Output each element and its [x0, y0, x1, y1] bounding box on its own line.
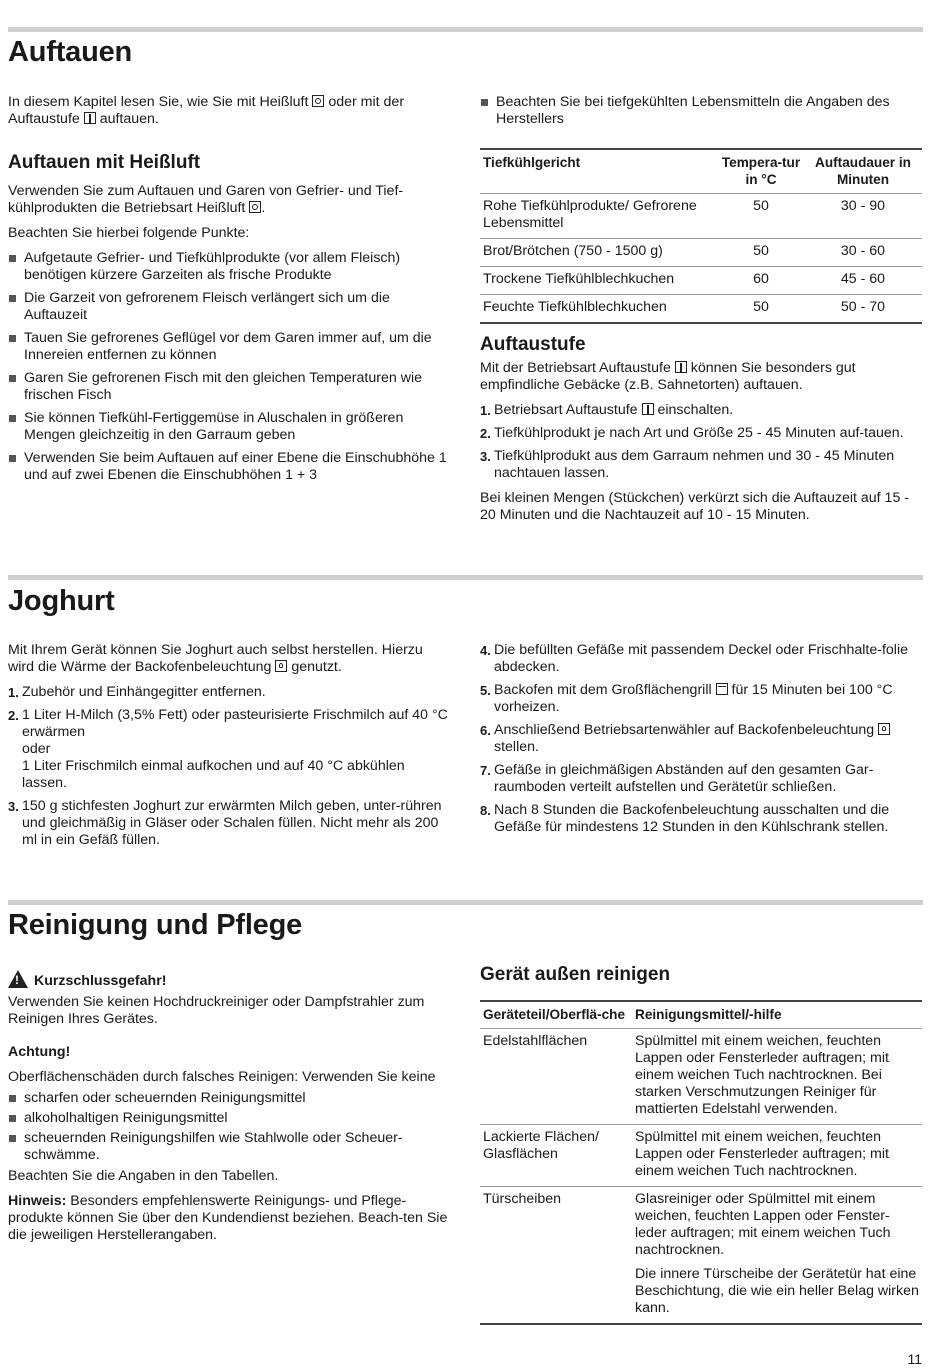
joghurt-intro: Mit Ihrem Gerät können Sie Joghurt auch selbst herstellen. Hierzu wird die Wärme der Backofenbeleuchtung genutzt. [8, 642, 423, 675]
auftaustufe-steps [480, 402, 922, 482]
list-item: 2. Tiefkühlprodukt je nach Art und Größe 25 - 45 Minuten auf-tauen. [480, 425, 904, 441]
points-intro: Beachten Sie hierbei folgende Punkte: [8, 225, 250, 241]
auftauen-intro: In diesem Kapitel lesen Sie, wie Sie mit Heißluft oder mit der Auftaustufe auftauen. [8, 94, 405, 127]
list-item: Die Garzeit von gefrorenem Fleisch verlängert sich um die Auftauzeit [8, 290, 450, 324]
list-item: 1. Zubehör und Einhängegitter entfernen. [8, 684, 266, 700]
auftauen-right-column [480, 94, 922, 532]
list-item: Sie können Tiefkühl-Fertiggemüse in Aluschalen in größeren Mengen gleichzeitig in den Garraum geben [8, 410, 450, 444]
joghurt-left-column [8, 642, 450, 857]
section-title-auftauen: Auftauen [8, 36, 133, 68]
hot-air-icon [312, 95, 324, 107]
joghurt-steps-right [480, 642, 922, 836]
heissluft-points-list [8, 250, 450, 484]
reinigung-left-column [8, 970, 450, 1252]
hinweis: Hinweis: Besonders empfehlenswerte Reinigungs- und Pflege-produkte können Sie über den Kundendienst beziehen. Beach-ten Sie die jeweiligen Herstellerangaben. [8, 1193, 448, 1243]
small-amounts-note: Bei kleinen Mengen (Stückchen) verkürzt sich die Auftauzeit auf 15 - 20 Minuten und die Nachtauzeit auf 10 - 15 Minuten. [480, 490, 910, 523]
defrost-icon [642, 403, 654, 415]
section-rule-joghurt [8, 575, 923, 580]
table-header: Geräteteil/Oberflä-che [483, 1007, 626, 1022]
list-item: Garen Sie gefrorenen Fisch mit den gleichen Temperaturen wie frischen Fisch [8, 370, 450, 404]
achtung-list [8, 1090, 450, 1164]
list-item: 3. Tiefkühlprodukt aus dem Garraum nehmen und 30 - 45 Minuten nachtauen lassen. [480, 448, 895, 481]
list-item: Aufgetaute Gefrier- und Tiefkühlprodukte (vor allem Fleisch) benötigen kürzere Garzeiten als frische Produkte [8, 250, 450, 284]
heading-geraet-aussen: Gerät außen reinigen [480, 964, 671, 985]
oven-light-icon [275, 660, 287, 672]
table-header: Tiefkühlgericht [483, 155, 581, 170]
list-item: 1. Betriebsart Auftaustufe einschalten. [480, 402, 734, 418]
list-item: 8. Nach 8 Stunden die Backofenbeleuchtung ausschalten und die Gefäße für mindestens 12 Stunden in den Kühlschrank stellen. [480, 802, 890, 835]
heading-auftauen-heissluft: Auftauen mit Heißluft [8, 152, 201, 173]
table-header-row [480, 149, 922, 194]
section-rule-reinigung [8, 900, 923, 905]
tiefkuehl-table [480, 148, 922, 324]
list-item: Beachten Sie bei tiefgekühlten Lebensmitteln die Angaben des Herstellers [480, 94, 922, 128]
section-rule-auftauen [8, 27, 923, 32]
warning-heading: !Kurzschlussgefahr! [8, 970, 450, 990]
list-item: Verwenden Sie beim Auftauen auf einer Ebene die Einschubhöhe 1 und auf zwei Ebenen die Einschubhöhen 1 + 3 [8, 450, 450, 484]
list-item: 7. Gefäße in gleichmäßigen Abständen auf den gesamten Gar-raumboden verteilt aufstellen und Gerätetür schließen. [480, 762, 874, 795]
table-header: Tempera-tur in °C [721, 155, 801, 187]
tables-note: Beachten Sie die Angaben in den Tabellen. [8, 1168, 279, 1184]
section-title-reinigung: Reinigung und Pflege [8, 909, 303, 941]
table-row: Feuchte Tiefkühlblechkuchen 50 50 - 70 [480, 295, 922, 324]
list-item: alkoholhaltigen Reinigungsmittel [8, 1110, 450, 1127]
table-header-row [480, 1001, 922, 1029]
warning-icon [8, 970, 28, 988]
list-item: 5. Backofen mit dem Großflächengrill für 15 Minuten bei 100 °C vorheizen. [480, 682, 893, 715]
defrost-icon [84, 112, 96, 124]
achtung-label: Achtung! [8, 1044, 71, 1060]
list-item: scheuernden Reinigungshilfen wie Stahlwolle oder Scheuer-schwämme. [8, 1130, 450, 1164]
list-item: scharfen oder scheuernden Reinigungsmittel [8, 1090, 450, 1107]
reinigung-table [480, 1000, 922, 1325]
table-header: Auftaudauer in Minuten [815, 155, 911, 187]
table-row: Edelstahlflächen Spülmittel mit einem weichen, feuchten Lappen oder Fensterleder auftragen; mit einem weichen Tuch nachtrocknen. Bei starken Verschmutzungen Reiniger für mattierten Edelstahl verwenden. [480, 1029, 922, 1125]
achtung-text: Oberflächenschäden durch falsches Reinigen: Verwenden Sie keine [8, 1069, 436, 1085]
hot-air-icon [249, 201, 261, 213]
table-row: Brot/Brötchen (750 - 1500 g) 50 30 - 60 [480, 239, 922, 267]
grill-icon [716, 683, 728, 695]
list-item: Tauen Sie gefrorenes Geflügel vor dem Garen immer auf, um die Innereien entfernen zu können [8, 330, 450, 364]
table-row: Lackierte Flächen/ Glasflächen Spülmittel mit einem weichen, feuchten Lappen oder Fensterleder auftragen; mit einem weichen Tuch nachtrocknen. [480, 1125, 922, 1187]
joghurt-steps-left [8, 684, 450, 849]
list-item: 3. 150 g stichfesten Joghurt zur erwärmten Milch geben, unter-rühren und gleichmäßig in Gläser oder Schalen füllen. Nicht mehr als 200 ml in ein Gefäß füllen. [8, 798, 442, 848]
section-title-joghurt: Joghurt [8, 585, 115, 617]
table-row: Trockene Tiefkühlblechkuchen 60 45 - 60 [480, 267, 922, 295]
warning-text: Verwenden Sie keinen Hochdruckreiniger oder Dampfstrahler zum Reinigen Ihres Gerätes. [8, 994, 425, 1027]
auftauen-left-column [8, 94, 450, 492]
page-number: 11 [907, 1351, 922, 1367]
list-item: 4. Die befüllten Gefäße mit passendem Deckel oder Frischhalte-folie abdecken. [480, 642, 908, 675]
table-header: Reinigungsmittel/-hilfe [635, 1007, 782, 1022]
table-row: Rohe Tiefkühlprodukte/ Gefrorene Lebensmittel 50 30 - 90 [480, 194, 922, 239]
table-row: Türscheiben Glasreiniger oder Spülmittel mit einem weichen, feuchten Lappen oder Fenster-leder auftragen; mit einem weichen Tuch nachtrocknen. Die innere Türscheibe der Gerätetür hat eine Beschichtung, die wie ein heller Belag wirken kann. [480, 1187, 922, 1325]
defrost-icon [675, 361, 687, 373]
heissluft-text: Verwenden Sie zum Auftauen und Garen von Gefrier- und Tief-kühlprodukten die Betriebsart Heißluft . [8, 183, 404, 216]
list-item: 2. 1 Liter H-Milch (3,5% Fett) oder pasteurisierte Frischmilch auf 40 °C erwärmen oder 1 Liter Frischmilch einmal aufkochen und auf 40 °C abkühlen lassen. [8, 707, 448, 791]
heading-auftaustufe: Auftaustufe [480, 334, 586, 355]
list-item: 6. Anschließend Betriebsartenwähler auf Backofenbeleuchtung stellen. [480, 722, 922, 756]
joghurt-right-column [480, 642, 922, 844]
right-note-list [480, 94, 922, 128]
auftaustufe-text: Mit der Betriebsart Auftaustufe können Sie besonders gut empfindliche Gebäcke (z.B. Sahnetorten) auftauen. [480, 360, 856, 393]
reinigung-right-column [480, 964, 922, 1325]
oven-light-icon [878, 723, 890, 735]
